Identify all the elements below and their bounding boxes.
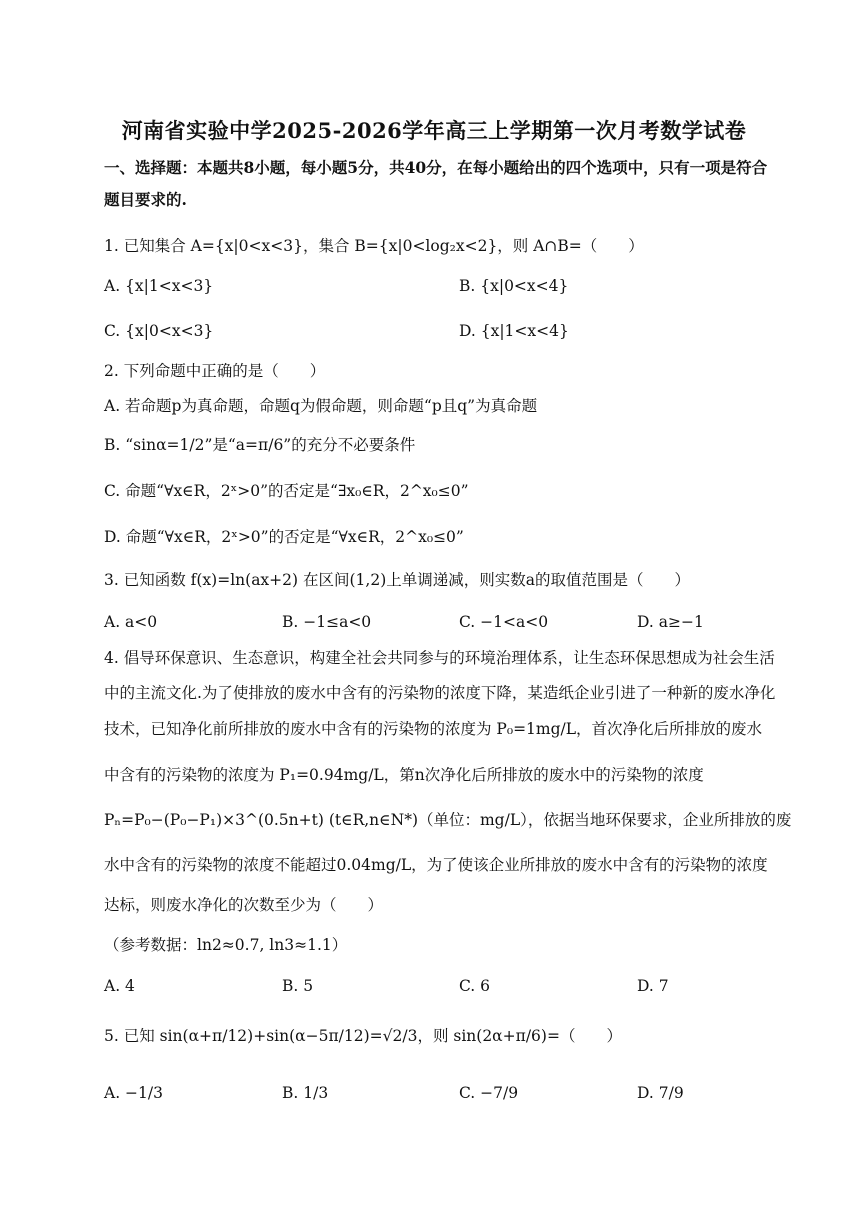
q4-line6: 水中含有的污染物的浓度不能超过0.04mg/L，为了使该企业所排放的废水中含有的污染物的浓度 xyxy=(104,856,768,874)
q2-option-b: B. “sinα=1/2”是“a=π/6”的充分不必要条件 xyxy=(104,436,416,454)
q4-line2: 中的主流文化.为了使排放的废水中含有的污染物的浓度下降，某造纸企业引进了一种新的废水净化 xyxy=(104,684,776,702)
q5-option-b: B. 1/3 xyxy=(282,1084,329,1102)
q4-line3: 技术，已知净化前所排放的废水中含有的污染物的浓度为 P₀=1mg/L，首次净化后所排放的废水 xyxy=(104,720,763,738)
q1-option-c: C. {x|0<x<3} xyxy=(104,322,214,340)
q4-option-d: D. 7 xyxy=(637,977,669,995)
q4-line7: 达标，则废水净化的次数至少为（ ） xyxy=(104,896,384,914)
q1-option-b: B. {x|0<x<4} xyxy=(459,277,569,295)
q4-line4: 中含有的污染物的浓度为 P₁=0.94mg/L，第n次净化后所排放的废水中的污染物的浓度 xyxy=(104,766,704,784)
q4-option-b: B. 5 xyxy=(282,977,314,995)
q1-option-d: D. {x|1<x<4} xyxy=(459,322,569,340)
q2-option-d: D. 命题“∀x∈R，2ˣ>0”的否定是“∀x∈R，2^x₀≤0” xyxy=(104,528,464,546)
q2-stem: 2. 下列命题中正确的是（ ） xyxy=(104,362,326,380)
q5-option-d: D. 7/9 xyxy=(637,1084,684,1102)
q3-option-d: D. a≥−1 xyxy=(637,613,704,631)
q4-line5: Pₙ=P₀−(P₀−P₁)×3^(0.5n+t) (t∈R,n∈N*)（单位：mg/L），依据当地环保要求，企业所排放的废 xyxy=(104,811,792,829)
q1-stem: 1. 已知集合 A={x|0<x<3}，集合 B={x|0<log₂x<2}，则 A∩B=（ ） xyxy=(104,237,644,255)
q3-option-a: A. a<0 xyxy=(104,613,158,631)
q3-option-c: C. −1<a<0 xyxy=(459,613,549,631)
q2-option-a: A. 若命题p为真命题，命题q为假命题，则命题“p且q”为真命题 xyxy=(104,397,538,415)
page-title: 河南省实验中学2025-2026学年高三上学期第一次月考数学试卷 xyxy=(121,118,747,143)
q2-option-c: C. 命题“∀x∈R，2ˣ>0”的否定是“∃x₀∈R，2^x₀≤0” xyxy=(104,482,469,500)
q5-stem: 5. 已知 sin(α+π/12)+sin(α−5π/12)=√2/3，则 sin(2α+π/6)=（ ） xyxy=(104,1027,622,1045)
q1-option-a: A. {x|1<x<3} xyxy=(104,277,214,295)
q5-option-c: C. −7/9 xyxy=(459,1084,519,1102)
q4-option-a: A. 4 xyxy=(104,977,135,995)
q4-line1: 4. 倡导环保意识、生态意识，构建全社会共同参与的环境治理体系，让生态环保思想成为社会生活 xyxy=(104,649,775,667)
q5-option-a: A. −1/3 xyxy=(104,1084,163,1102)
section-heading-line1: 一、选择题：本题共8小题，每小题5分，共40分，在每小题给出的四个选项中，只有一项是符合 xyxy=(104,158,768,177)
section-heading-line2: 题目要求的. xyxy=(104,190,187,209)
q3-stem: 3. 已知函数 f(x)=ln(ax+2) 在区间(1,2)上单调递减，则实数a的取值范围是（ ） xyxy=(104,571,690,589)
q3-option-b: B. −1≤a<0 xyxy=(282,613,372,631)
q4-reference-data: （参考数据：ln2≈0.7, ln3≈1.1） xyxy=(104,936,348,954)
q4-option-c: C. 6 xyxy=(459,977,491,995)
